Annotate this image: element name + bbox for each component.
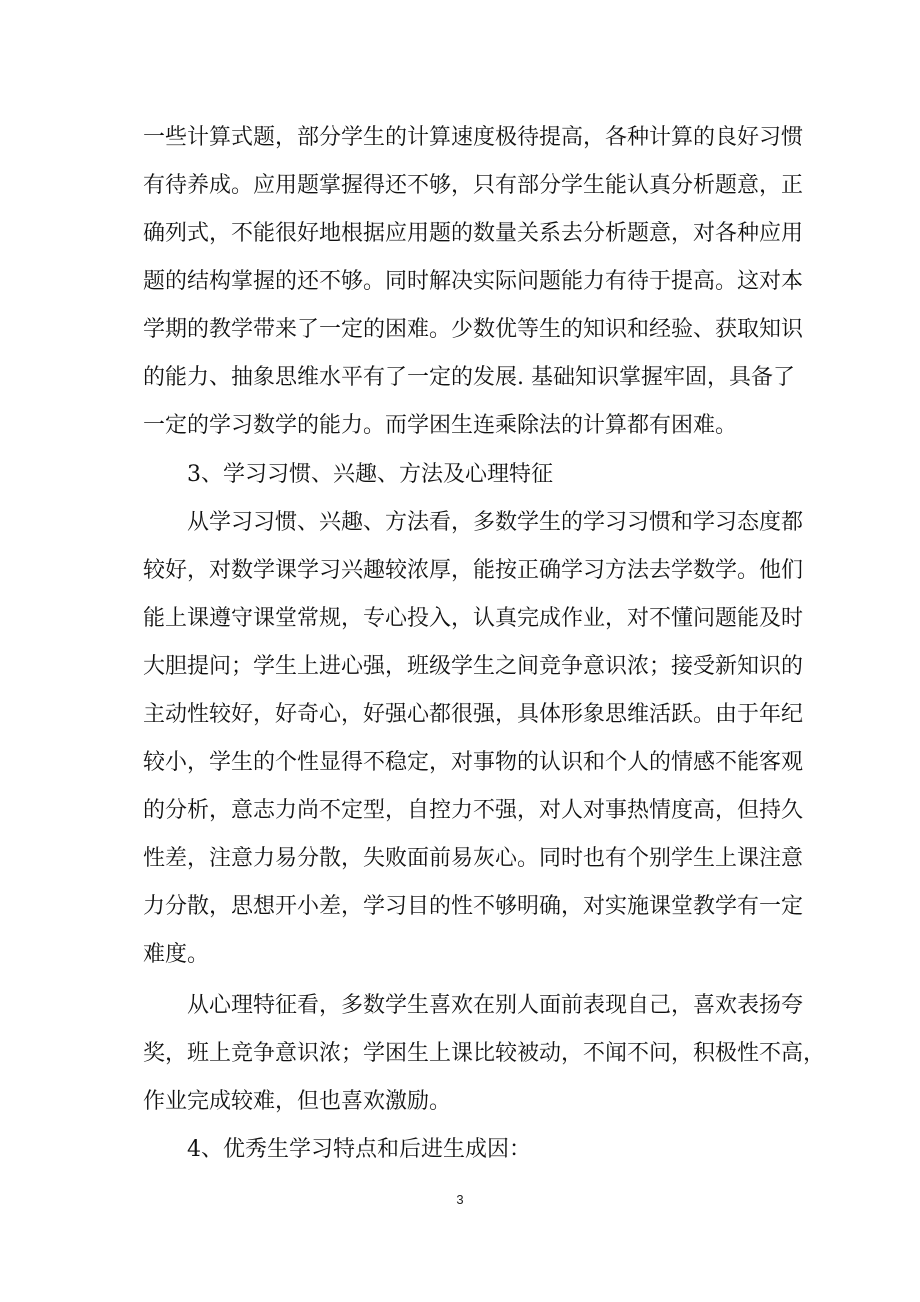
heading-text: 3、学习习惯、兴趣、方法及心理特征 xyxy=(187,462,553,487)
heading-text: 4、优秀生学习特点和后进生成因： xyxy=(187,1137,531,1162)
text-line: 难度。 xyxy=(143,942,210,967)
text-line: 的能力、抽象思维水平有了一定的发展. 基础知识掌握牢固，具备了 xyxy=(143,365,795,390)
page-number: 3 xyxy=(456,1192,464,1207)
text-line: 从心理特征看，多数学生喜欢在别人面前表现自己，喜欢表扬夸 xyxy=(187,993,804,1018)
text-line: 的分析，意志力尚不定型，自控力不强，对人对事热情度高，但持久 xyxy=(143,798,804,823)
paragraph-calculation-skills xyxy=(143,114,804,450)
paragraph-psychology xyxy=(143,982,826,1126)
text-line: 作业完成较难，但也喜欢激励。 xyxy=(143,1089,452,1114)
text-line: 有待养成。应用题掌握得还不够，只有部分学生能认真分析题意，正 xyxy=(143,173,804,198)
section-heading-3 xyxy=(143,451,783,499)
text-line: 较好，对数学课学习兴趣较浓厚，能按正确学习方法去学数学。他们 xyxy=(143,558,804,583)
text-line: 性差，注意力易分散，失败面前易灰心。同时也有个别学生上课注意 xyxy=(143,846,804,871)
text-line: 力分散，思想开小差，学习目的性不够明确，对实施课堂教学有一定 xyxy=(143,894,804,919)
section-heading-4 xyxy=(143,1126,783,1174)
text-line: 大胆提问；学生上进心强，班级学生之间竞争意识浓；接受新知识的 xyxy=(143,654,804,679)
paragraph-learning-habits xyxy=(143,499,804,979)
text-line: 确列式，不能很好地根据应用题的数量关系去分析题意，对各种应用 xyxy=(143,221,804,246)
text-line: 题的结构掌握的还不够。同时解决实际问题能力有待于提高。这对本 xyxy=(143,269,804,294)
text-line: 奖，班上竞争意识浓；学困生上课比较被动，不闻不问，积极性不高， xyxy=(143,1041,826,1066)
text-line: 从学习习惯、兴趣、方法看，多数学生的学习习惯和学习态度都 xyxy=(187,510,804,535)
text-line: 主动性较好，好奇心，好强心都很强，具体形象思维活跃。由于年纪 xyxy=(143,702,804,727)
text-line: 一定的学习数学的能力。而学困生连乘除法的计算都有困难。 xyxy=(143,413,738,438)
text-line: 学期的教学带来了一定的困难。少数优等生的知识和经验、获取知识 xyxy=(143,317,804,342)
text-line: 能上课遵守课堂常规，专心投入，认真完成作业，对不懂问题能及时 xyxy=(143,606,804,631)
text-line: 较小，学生的个性显得不稳定，对事物的认识和个人的情感不能客观 xyxy=(143,750,804,775)
text-line: 一些计算式题，部分学生的计算速度极待提高，各种计算的良好习惯 xyxy=(143,125,804,150)
